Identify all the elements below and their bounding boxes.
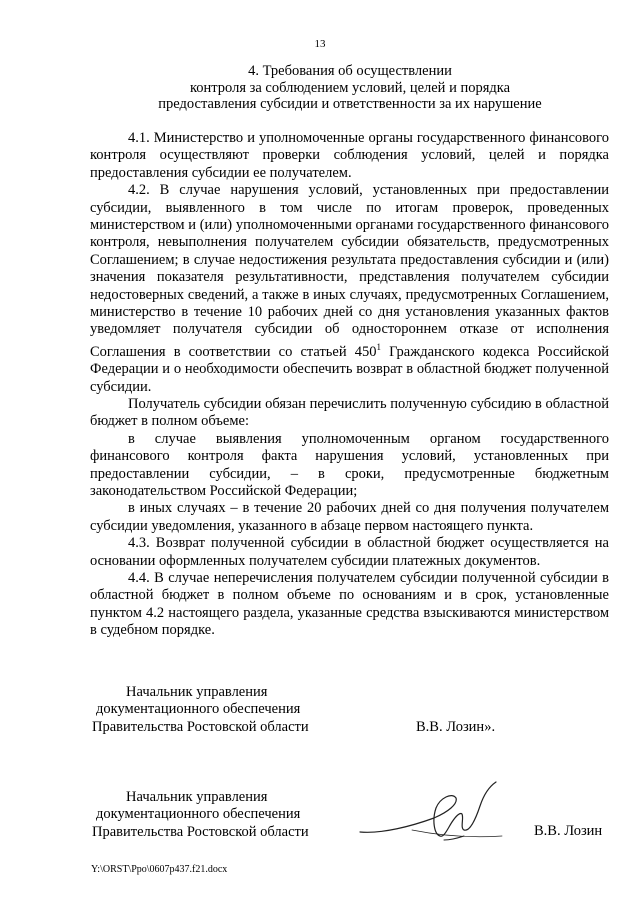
article-superscript: 1 [376,341,381,352]
signature-block-2-title [92,789,309,841]
paragraph-case-other: в иных случаях – в течение 20 рабочих дней со дня получения получателем субсидии уведомления, указанного в абзаце первом настоящего пункта. [90,500,609,534]
paragraph-case-violation: в случае выявления уполномоченным органом государственного финансового контроля факта нарушения условий, установленных при предоставлении субсидии, – в сроки, предусмотренные бюджетным законодательством Российской Федерации; [90,430,609,499]
file-path-footer: Y:\ORST\Ppo\0607p437.f21.docx [91,864,228,875]
page-number: 13 [314,38,326,50]
signature-line: Начальник управления [126,789,268,805]
paragraph-4-1: 4.1. Министерство и уполномоченные органы государственного финансового контроля осуществляют проверки соблюдения условий, целей и порядка предоставления субсидии ее получателем. [90,130,609,181]
paragraph-4-2-text-end: Гражданского кодекса Российской Федерации и о необходимости обеспечить возврат в областной бюджет полученной субсидии. [90,343,609,395]
section-title [90,63,610,113]
signature-block-1-name: В.В. Лозин». [416,719,496,735]
paragraph-4-2 [90,182,609,396]
signature-line: Правительства Ростовской области [92,823,309,840]
signature-block-2-name: В.В. Лозин [534,823,603,839]
signature-line: документационного обеспечения [96,701,301,718]
signature-block-1-title [92,684,309,736]
section-title-line: предоставления субсидии и ответственности за их нарушение [158,96,542,112]
signature-line: Начальник управления [126,684,268,700]
paragraph-4-3: 4.3. Возврат полученной субсидии в областной бюджет осуществляется на основании оформленных получателем субсидии платежных документов. [90,535,609,569]
section-title-line: 4. Требования об осуществлении [248,63,452,79]
handwritten-signature [352,778,512,850]
paragraph-recipient-obligation: Получатель субсидии обязан перечислить полученную субсидию в областной бюджет в полном объеме: [90,395,609,430]
signature-line: Правительства Ростовской области [92,718,309,735]
document-body [90,130,609,640]
section-title-line: контроля за соблюдением условий, целей и порядка [189,79,511,96]
signature-line: документационного обеспечения [96,806,301,823]
paragraph-4-2-text: 4.2. В случае нарушения условий, установленных при предоставлении субсидии, выявленного в том числе по итогам проверок, проведенных министерством и (или) уполномоченными органами государственного финансового контроля, невыполнения получателем субсидии обязательств, предусмотренных Соглашением; в случае недостижения результата предоставления субсидии и (или) значения показателя результативности, представления получателем субсидии недостоверных сведений, а также в иных случаях, предусмотренных Соглашением, министерство в течение 10 рабочих дней со дня установления указанных фактов уведомляет получателя субсидии об одностороннем отказе от исполнения Соглашения в соответствии со статьей 450 [90,182,609,360]
paragraph-4-4: 4.4. В случае неперечисления получателем субсидии полученной субсидии в областной бюджет в полном объеме по основаниям и в срок, установленные пунктом 4.2 настоящего раздела, указанные средства взыскиваются министерством в судебном порядке. [90,569,609,639]
